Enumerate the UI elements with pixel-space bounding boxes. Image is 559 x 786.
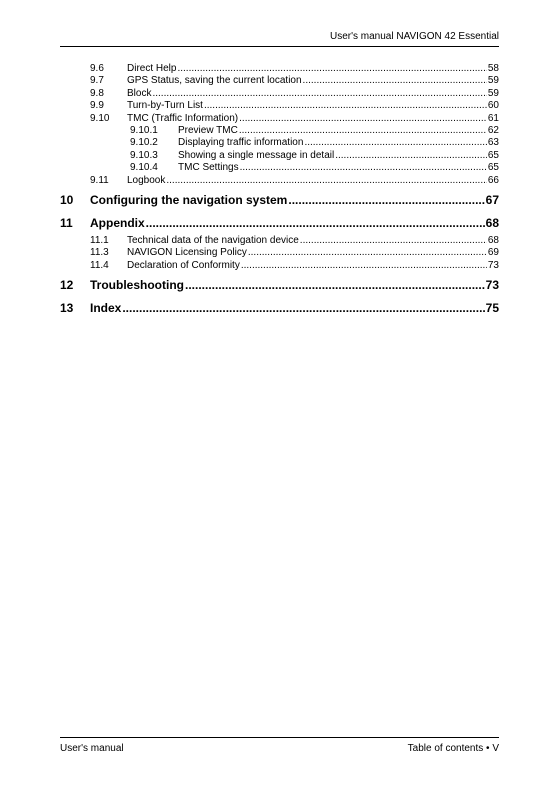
dot-leader (304, 137, 486, 149)
toc-entry-number: 9.9 (90, 100, 104, 112)
toc-entry[interactable] (60, 125, 499, 137)
toc-chapter-entry[interactable] (60, 274, 499, 297)
toc-entry-page: 68 (485, 215, 499, 230)
dot-leader (152, 88, 486, 100)
toc-entry-title: TMC Settings (178, 162, 239, 174)
toc-entry-number: 9.10.3 (130, 149, 158, 161)
dot-leader (122, 297, 484, 320)
toc-entry-number: 9.10.4 (130, 162, 158, 174)
header-title: User's manual NAVIGON 42 Essential (329, 31, 499, 42)
dot-leader (300, 235, 487, 247)
page-footer (60, 737, 499, 754)
toc-entry[interactable] (60, 247, 499, 259)
dot-leader (239, 113, 487, 125)
toc-entry-title: Displaying traffic information (178, 137, 304, 149)
toc-entry[interactable] (60, 75, 499, 87)
toc-entry-number: 9.10 (90, 112, 110, 124)
toc-chapter-entry[interactable] (60, 297, 499, 320)
dot-leader (335, 150, 487, 162)
toc-entry-title: Appendix (90, 215, 145, 230)
toc-entry-number: 9.7 (90, 75, 104, 87)
toc-entry-number: 11.1 (90, 234, 109, 246)
toc-entry-number: 10 (60, 192, 74, 207)
toc-entry[interactable] (60, 63, 499, 75)
dot-leader (239, 125, 487, 137)
toc-entry[interactable] (60, 88, 499, 100)
dot-leader (248, 247, 487, 259)
toc-entry-number: 11.4 (90, 259, 109, 271)
toc-entry-number: 11 (60, 215, 73, 230)
toc-entry-title: Direct Help (127, 63, 177, 74)
toc-entry-number: 9.10.2 (130, 137, 158, 149)
dot-leader (240, 162, 487, 174)
toc-entry[interactable] (60, 175, 499, 187)
toc-entry-page: 63 (487, 137, 499, 149)
toc-entry-number: 9.11 (90, 174, 109, 186)
toc-entry[interactable] (60, 137, 499, 149)
toc-entry-page: 68 (487, 234, 499, 246)
toc-entry-page: 59 (487, 75, 499, 87)
toc-entry-number: 9.6 (90, 63, 104, 74)
dot-leader (288, 189, 484, 212)
toc-entry-title: Declaration of Conformity (127, 259, 240, 271)
toc-entry-title: Index (90, 301, 122, 316)
toc-entry-number: 13 (60, 301, 74, 316)
toc-entry-page: 69 (487, 247, 499, 259)
footer-left-text: User's manual (60, 743, 124, 754)
footer-right-text: Table of contents • V (407, 743, 499, 754)
table-of-contents (60, 63, 499, 320)
toc-entry-page: 60 (487, 100, 499, 112)
toc-entry[interactable] (60, 260, 499, 272)
dot-leader (166, 175, 487, 187)
toc-entry-title: Logbook (127, 174, 166, 186)
toc-entry-title: Troubleshooting (90, 278, 184, 293)
toc-entry-page: 65 (487, 162, 499, 174)
page-header (60, 30, 499, 47)
toc-entry-title: Technical data of the navigation device (127, 234, 299, 246)
toc-entry-title: TMC (Traffic Information) (127, 112, 239, 124)
dot-leader (146, 212, 485, 235)
toc-entry-number: 11.3 (90, 247, 109, 259)
toc-entry-page: 65 (487, 149, 499, 161)
toc-entry-page: 75 (485, 301, 499, 316)
toc-entry-title: Preview TMC (178, 124, 238, 136)
toc-entry[interactable] (60, 162, 499, 174)
toc-entry-page: 61 (487, 112, 499, 124)
toc-entry-page: 62 (487, 124, 499, 136)
toc-entry-title: GPS Status, saving the current location (127, 75, 302, 87)
dot-leader (303, 75, 487, 87)
toc-entry-title: Turn-by-Turn List (127, 100, 203, 112)
dot-leader (185, 274, 485, 297)
toc-entry-title: Showing a single message in detail (178, 149, 335, 161)
toc-entry-page: 73 (485, 278, 499, 293)
dot-leader (241, 260, 487, 272)
toc-entry-number: 9.10.1 (130, 124, 158, 136)
toc-entry-number: 12 (60, 278, 74, 293)
toc-entry-title: Configuring the navigation system (90, 192, 288, 207)
toc-entry-page: 67 (485, 192, 499, 207)
toc-entry-page: 58 (487, 63, 499, 74)
toc-entry[interactable] (60, 235, 499, 247)
toc-chapter-entry[interactable] (60, 212, 499, 235)
toc-entry-number: 9.8 (90, 87, 104, 99)
dot-leader (204, 100, 487, 112)
toc-chapter-entry[interactable] (60, 189, 499, 212)
toc-entry-title: NAVIGON Licensing Policy (127, 247, 247, 259)
toc-entry-page: 59 (487, 87, 499, 99)
toc-entry-page: 66 (487, 174, 499, 186)
dot-leader (177, 63, 486, 75)
toc-entry[interactable] (60, 150, 499, 162)
toc-entry-page: 73 (487, 259, 499, 271)
toc-entry[interactable] (60, 113, 499, 125)
toc-entry-title: Block (127, 87, 152, 99)
toc-entry[interactable] (60, 100, 499, 112)
